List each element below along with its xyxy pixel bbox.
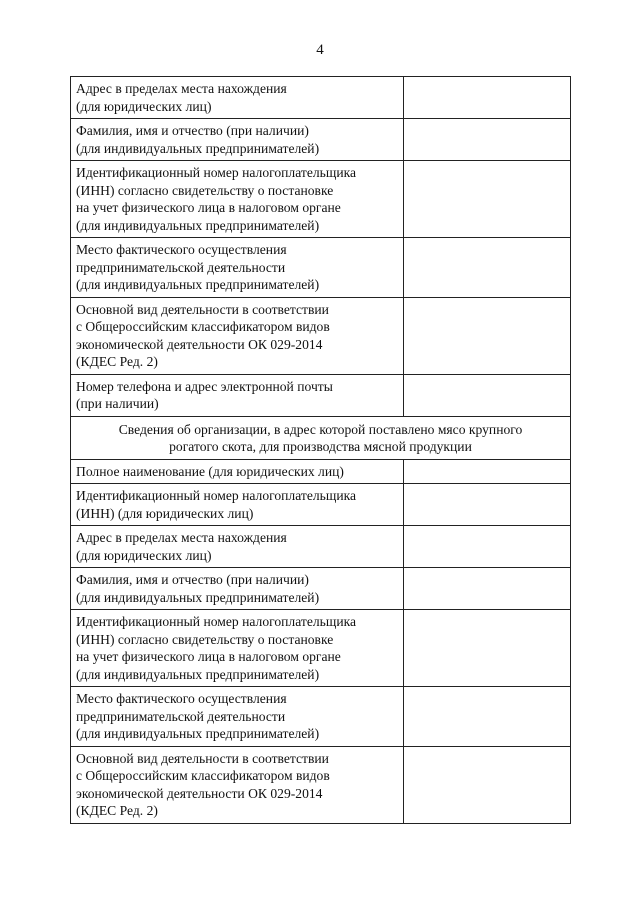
field-value-cell[interactable] bbox=[403, 161, 570, 238]
label-line: Номер телефона и адрес электронной почты bbox=[76, 378, 333, 394]
label-line: экономической деятельности ОК 029-2014 bbox=[76, 336, 323, 352]
field-label bbox=[71, 238, 404, 298]
label-line: Фамилия, имя и отчество (при наличии) bbox=[76, 123, 309, 138]
label-line: на учет физического лица в налоговом органе bbox=[76, 200, 341, 215]
label-line: (для индивидуальных предпринимателей) bbox=[76, 726, 320, 741]
form-row bbox=[71, 568, 571, 610]
label-line: (для индивидуальных предпринимателей) bbox=[76, 277, 320, 292]
form-row bbox=[71, 238, 571, 298]
field-label bbox=[71, 610, 404, 687]
label-line: (ИНН) (для юридических лиц) bbox=[76, 505, 254, 521]
label-line: Место фактического осуществления bbox=[76, 242, 287, 257]
field-value-cell[interactable] bbox=[403, 238, 570, 298]
label-line: экономической деятельности ОК 029-2014 bbox=[76, 785, 323, 801]
page-number: 4 bbox=[316, 42, 324, 58]
label-line: (для индивидуальных предпринимателей) bbox=[76, 666, 320, 682]
label-line: рогатого скота, для производства мясной продукции bbox=[169, 439, 472, 454]
label-line: Основной вид деятельности в соответствии bbox=[76, 301, 329, 317]
field-value-cell[interactable] bbox=[403, 687, 570, 747]
label-line: Адрес в пределах места нахождения bbox=[76, 530, 287, 545]
form-row bbox=[71, 746, 571, 823]
label-line: на учет физического лица в налоговом органе bbox=[76, 649, 341, 664]
label-line: (для индивидуальных предпринимателей) bbox=[76, 217, 320, 233]
field-label bbox=[71, 119, 404, 161]
label-line: (ИНН) согласно свидетельству о постановке bbox=[76, 631, 334, 647]
section-header-row bbox=[71, 416, 571, 459]
field-label bbox=[71, 374, 404, 416]
form-row bbox=[71, 459, 571, 484]
label-line: с Общероссийским классификатором видов bbox=[76, 768, 330, 783]
form-row bbox=[71, 77, 571, 119]
form-row bbox=[71, 484, 571, 526]
field-label bbox=[71, 459, 404, 484]
label-line: (при наличии) bbox=[76, 396, 159, 411]
label-line: Место фактического осуществления bbox=[76, 691, 287, 706]
form-row bbox=[71, 119, 571, 161]
label-line: (для юридических лиц) bbox=[76, 98, 212, 114]
field-value-cell[interactable] bbox=[403, 77, 570, 119]
form-row bbox=[71, 526, 571, 568]
label-line: Идентификационный номер налогоплательщика bbox=[76, 488, 357, 503]
form-row bbox=[71, 687, 571, 747]
form-row bbox=[71, 610, 571, 687]
form-row bbox=[71, 161, 571, 238]
field-label bbox=[71, 568, 404, 610]
field-value-cell[interactable] bbox=[403, 484, 570, 526]
field-label bbox=[71, 687, 404, 747]
label-line: (для индивидуальных предпринимателей) bbox=[76, 140, 320, 156]
field-value-cell[interactable] bbox=[403, 746, 570, 823]
field-label bbox=[71, 746, 404, 823]
field-value-cell[interactable] bbox=[403, 526, 570, 568]
label-line: предпринимательской деятельности bbox=[76, 708, 286, 724]
field-label bbox=[71, 161, 404, 238]
field-value-cell[interactable] bbox=[403, 568, 570, 610]
field-value-cell[interactable] bbox=[403, 610, 570, 687]
label-line: Полное наименование (для юридических лиц) bbox=[76, 463, 344, 479]
field-label bbox=[71, 297, 404, 374]
field-label bbox=[71, 484, 404, 526]
section-header bbox=[71, 416, 571, 459]
field-label bbox=[71, 77, 404, 119]
form-table-body bbox=[71, 77, 571, 824]
field-value-cell[interactable] bbox=[403, 459, 570, 484]
label-line: (для индивидуальных предпринимателей) bbox=[76, 589, 320, 605]
label-line: с Общероссийским классификатором видов bbox=[76, 319, 330, 334]
label-line: Адрес в пределах места нахождения bbox=[76, 81, 287, 96]
field-value-cell[interactable] bbox=[403, 297, 570, 374]
label-line: предпринимательской деятельности bbox=[76, 259, 286, 275]
label-line: Сведения об организации, в адрес которой поставлено мясо крупного bbox=[118, 421, 523, 437]
label-line: (ИНН) согласно свидетельству о постановке bbox=[76, 182, 334, 198]
label-line: Основной вид деятельности в соответствии bbox=[76, 750, 329, 766]
label-line: Фамилия, имя и отчество (при наличии) bbox=[76, 572, 309, 587]
label-line: (КДЕС Ред. 2) bbox=[76, 803, 158, 818]
form-table bbox=[70, 76, 571, 824]
form-row bbox=[71, 374, 571, 416]
label-line: (КДЕС Ред. 2) bbox=[76, 354, 158, 369]
label-line: Идентификационный номер налогоплательщика bbox=[76, 165, 357, 180]
field-value-cell[interactable] bbox=[403, 119, 570, 161]
form-row bbox=[71, 297, 571, 374]
field-value-cell[interactable] bbox=[403, 374, 570, 416]
label-line: (для юридических лиц) bbox=[76, 547, 212, 563]
field-label bbox=[71, 526, 404, 568]
label-line: Идентификационный номер налогоплательщика bbox=[76, 614, 357, 629]
